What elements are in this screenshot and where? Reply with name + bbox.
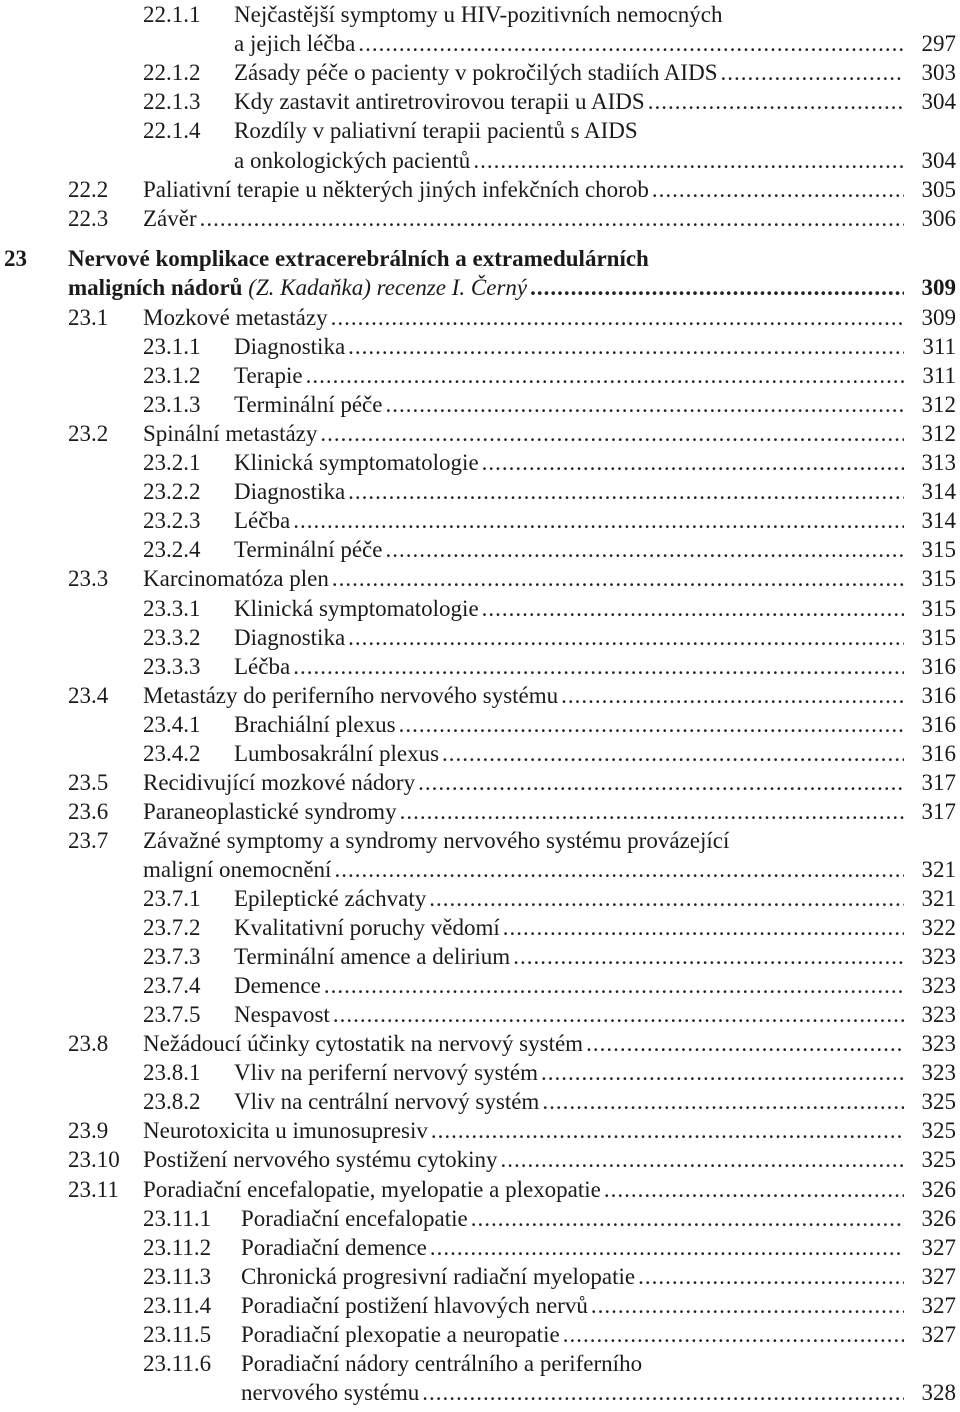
toc-entry[interactable] [0,681,960,710]
toc-entry-text: Brachiální plexus [234,711,396,737]
toc-entry-title [234,58,956,87]
toc-entry-title [143,855,956,884]
toc-entry-title [143,1116,956,1145]
toc-entry-number: 23.8.2 [143,1089,201,1115]
toc-entry-text: Terminální amence a delirium [234,944,511,970]
toc-entry[interactable] [0,116,960,145]
toc-entry-title [143,797,956,826]
toc-entry-number: 23.5 [68,769,109,795]
toc-entry-title [234,506,956,535]
toc-entry-text: Poradiační plexopatie a neuropatie [241,1321,560,1347]
toc-entry-title [234,535,956,564]
toc-entry[interactable] [0,146,960,175]
toc-entry-number: 22.2 [68,176,109,202]
dot-leader [604,1175,904,1204]
toc-entry-page-number: 323 [921,1060,956,1086]
toc-entry-number: 23.4.1 [143,711,201,737]
toc-entry-page-number: 304 [921,89,956,115]
toc-entry-page-number: 297 [921,31,956,57]
dot-leader [473,146,904,175]
toc-entry-title [234,29,956,58]
toc-entry-text: a onkologických pacientů [234,147,471,173]
toc-entry-title [234,652,956,681]
toc-entry-text: Diagnostika [234,479,346,505]
toc-entry[interactable] [0,1349,960,1378]
toc-entry-title [241,1262,956,1291]
toc-entry-title [234,710,956,739]
toc-entry-title [234,623,956,652]
toc-entry-title [241,1349,956,1378]
toc-entry[interactable] [0,942,960,971]
toc-entry-title [234,146,956,175]
toc-entry-number: 23.11.4 [143,1292,212,1318]
toc-entry-page-number: 309 [921,305,956,330]
dot-leader [348,477,904,506]
dot-leader [530,273,904,302]
dot-leader [482,448,904,477]
toc-entry-page-number: 326 [921,1176,956,1202]
toc-entry[interactable] [0,535,960,564]
toc-entry[interactable] [0,1233,960,1262]
toc-entry-title [234,332,956,361]
toc-entry-text: Závěr [143,205,197,231]
toc-entry[interactable] [0,739,960,768]
toc-entry-title [241,1291,956,1320]
toc-entry-title [234,116,956,145]
dot-leader [542,1087,904,1116]
toc-entry-number: 23.1.1 [143,334,201,360]
toc-entry-number: 23 [4,246,27,271]
toc-entry-title [234,594,956,623]
toc-entry[interactable] [0,1320,960,1349]
toc-entry-text: Nespavost [234,1002,330,1028]
dot-leader [348,332,904,361]
toc-entry-text: Poradiační postižení hlavových nervů [241,1292,588,1318]
toc-entry-title [143,826,956,855]
toc-entry-title [234,448,956,477]
toc-entry-page-number: 325 [921,1118,956,1144]
dot-leader [400,797,904,826]
dot-leader [638,1262,904,1291]
toc-entry[interactable] [0,1378,960,1407]
toc-entry-page-number: 311 [922,334,956,360]
toc-entry-text: Závažné symptomy a syndromy nervového systému provázející [143,827,730,853]
toc-entry-text: maligních nádorů (Z. Kadaňka) recenze I. Černý [68,275,528,300]
toc-entry-number: 23.11 [68,1176,119,1202]
toc-entry-page-number: 314 [921,508,956,534]
toc-entry-page-number: 321 [921,886,956,911]
toc-entry-text: Poradiační demence [241,1234,427,1260]
toc-entry[interactable] [0,244,960,273]
toc-entry[interactable] [0,710,960,739]
dot-leader [652,175,904,204]
dot-leader [503,913,904,942]
toc-entry[interactable] [0,797,960,826]
toc-entry-number: 23.8.1 [143,1060,201,1086]
toc-entry-text: Kdy zastavit antiretrovirovou terapii u AIDS [234,89,645,115]
toc-entry[interactable] [0,448,960,477]
dot-leader [293,652,904,681]
toc-entry-number: 23.3.2 [143,624,201,650]
toc-entry-page-number: 327 [921,1321,956,1347]
toc-entry-page-number: 325 [921,1089,956,1115]
toc-entry-text: Kvalitativní poruchy vědomí [234,915,500,941]
dot-leader [293,506,904,535]
toc-entry[interactable] [0,58,960,87]
toc-entry-number: 23.6 [68,798,109,824]
toc-entry-page-number: 317 [921,798,956,824]
toc-entry-text: Klinická symptomatologie [234,450,479,476]
toc-entry-title [143,681,956,710]
toc-entry-text: Nervové komplikace extracerebrálních a extramedulárních [68,246,649,271]
toc-entry-number: 23.11.2 [143,1234,212,1260]
toc-entry[interactable] [0,768,960,797]
toc-entry-text: Diagnostika [234,624,346,650]
toc-entry-title [234,739,956,768]
toc-entry-title [143,564,956,593]
toc-entry-number: 23.2.4 [143,537,201,563]
dot-leader [586,1029,904,1058]
toc-entry-page-number: 327 [921,1292,956,1318]
toc-entry[interactable] [0,29,960,58]
toc-entry-page-number: 323 [921,1031,956,1057]
toc-entry-text: Demence [234,973,321,999]
toc-entry-number: 23.4 [68,682,109,708]
toc-entry-title [234,884,956,913]
toc-entry-number: 23.7.5 [143,1002,201,1028]
dot-leader [385,390,904,419]
toc-entry[interactable] [0,1145,960,1174]
dot-leader [320,419,904,448]
toc-entry-number: 23.10 [68,1147,120,1173]
toc-entry-page-number: 327 [921,1263,956,1289]
dot-leader [334,855,904,884]
toc-entry-text: Poradiační nádory centrálního a periferního [241,1350,643,1376]
toc-entry-text: Diagnostika [234,334,346,360]
toc-entry[interactable] [0,390,960,419]
dot-leader [591,1291,904,1320]
toc-entry-text: Recidivující mozkové nádory [143,769,416,795]
toc-entry[interactable] [0,1087,960,1116]
toc-entry[interactable] [0,87,960,116]
toc-entry-text: Terapie [234,363,303,389]
toc-entry-page-number: 315 [921,595,956,621]
toc-entry-page-number: 323 [921,1002,956,1028]
toc-entry-page-number: 304 [921,147,956,173]
toc-entry-page-number: 303 [921,60,956,86]
toc-entry[interactable] [0,564,960,593]
toc-entry-number: 23.2.1 [143,450,201,476]
dot-leader [332,564,904,593]
toc-entry-number: 23.11.3 [143,1263,212,1289]
toc-entry-number: 23.1.2 [143,363,201,389]
dot-leader [399,710,904,739]
dot-leader [418,768,904,797]
toc-entry[interactable] [0,1291,960,1320]
dot-leader [541,1058,904,1087]
toc-entry-page-number: 305 [921,176,956,202]
toc-entry-number: 22.1.4 [143,118,201,144]
toc-entry-title [68,244,956,273]
toc-entry[interactable] [0,594,960,623]
toc-entry-title [241,1320,956,1349]
toc-entry-text: Metastázy do periferního nervového systému [143,682,559,708]
toc-entry-title [143,175,956,204]
toc-entry-page-number: 317 [921,769,956,795]
toc-entry-text: Paraneoplastické syndromy [143,798,397,824]
toc-entry-number: 23.7.3 [143,944,201,970]
toc-entry-text: Epileptické záchvaty [234,886,427,911]
toc-entry[interactable] [0,361,960,390]
toc-entry-authors: (Z. Kadaňka) recenze I. Černý [242,275,528,300]
toc-entry-title [234,1000,956,1029]
toc-entry-page-number: 315 [921,537,956,563]
dot-leader [200,204,904,233]
toc-entry[interactable] [0,1116,960,1145]
toc-entry-text: nervového systému [241,1379,420,1405]
toc-entry-title [234,87,956,116]
toc-entry-title [234,1087,956,1116]
toc-entry[interactable] [0,884,960,913]
toc-entry-title [143,1145,956,1174]
toc-entry-text: a jejich léčba [234,31,356,57]
toc-entry[interactable] [0,506,960,535]
dot-leader [385,535,904,564]
toc-entry-text: Lumbosakrální plexus [234,740,440,766]
toc-entry-page-number: 315 [921,624,956,650]
toc-entry-text: Chronická progresivní radiační myelopatie [241,1263,636,1289]
toc-entry[interactable] [0,855,960,884]
toc-entry-title [234,361,956,390]
dot-leader [333,1000,904,1029]
toc-entry[interactable] [0,175,960,204]
toc-entry-title [143,1029,956,1058]
toc-entry-text: Paliativní terapie u některých jiných infekčních chorob [143,176,649,202]
dot-leader [331,303,904,332]
toc-entry-text: Poradiační encefalopatie [241,1205,468,1231]
toc-entry-page-number: 323 [921,944,956,970]
toc-entry-title [143,303,956,332]
toc-entry-text: Terminální péče [234,392,383,418]
dot-leader [721,58,905,87]
toc-entry-text: Terminální péče [234,537,383,563]
toc-entry-page-number: 316 [921,711,956,737]
toc-entry-title [234,1058,956,1087]
toc-entry-title [234,971,956,1000]
toc-entry-page-number: 325 [921,1147,956,1173]
toc-entry[interactable] [0,1204,960,1233]
dot-leader [561,681,904,710]
dot-leader [430,1233,904,1262]
toc-entry-number: 22.1.3 [143,89,201,115]
toc-entry[interactable] [0,1029,960,1058]
toc-entry-text: Zásady péče o pacienty v pokročilých stadiích AIDS [234,60,718,86]
toc-entry-number: 22.1.2 [143,60,201,86]
toc-entry[interactable] [0,477,960,506]
dot-leader [442,739,904,768]
toc-entry-page-number: 323 [921,973,956,999]
toc-entry-text: maligní onemocnění [143,856,332,882]
toc-entry-text: Poradiační encefalopatie, myelopatie a plexopatie [143,1176,601,1202]
toc-entry-text: Klinická symptomatologie [234,595,479,621]
toc-entry-page-number: 316 [921,682,956,708]
toc-entry-title [143,1175,956,1204]
dot-leader [324,971,904,1000]
toc-entry-page-number: 316 [921,653,956,679]
toc-entry[interactable] [0,971,960,1000]
toc-entry-text: Karcinomatóza plen [143,566,329,592]
toc-entry-title [234,390,956,419]
toc-entry-page-number: 321 [921,856,956,882]
toc-entry-text: Nejčastější symptomy u HIV-pozitivních nemocných [234,2,723,27]
toc-entry-page-number: 328 [921,1379,956,1405]
dot-leader [429,884,904,913]
toc-entry[interactable] [0,419,960,448]
toc-entry[interactable] [0,1000,960,1029]
toc-entry-number: 23.11.1 [143,1205,212,1231]
toc-entry-page-number: 327 [921,1234,956,1260]
toc-entry-text: Spinální metastázy [143,421,318,447]
toc-entry[interactable] [0,204,960,233]
dot-leader [431,1116,904,1145]
toc-entry-page-number: 312 [921,421,956,447]
dot-leader [422,1378,904,1407]
toc-entry-page-number: 306 [921,205,956,231]
toc-entry[interactable] [0,652,960,681]
toc-entry-number: 23.11.5 [143,1321,212,1347]
toc-entry[interactable] [0,303,960,332]
toc-entry-text: Vliv na centrální nervový systém [234,1089,540,1115]
toc-entry-number: 23.2 [68,421,109,447]
toc-entry-number: 23.7 [68,827,109,853]
toc-entry-number: 23.4.2 [143,740,201,766]
toc-entry[interactable] [0,332,960,361]
toc-entry-number: 23.9 [68,1118,109,1144]
toc-entry[interactable] [0,623,960,652]
toc-entry-title [143,419,956,448]
toc-entry-page-number: 326 [921,1205,956,1231]
toc-entry-number: 23.1 [68,305,109,330]
toc-entry-number: 22.1.1 [143,2,201,27]
toc-entry-number: 23.2.2 [143,479,201,505]
toc-entry-number: 23.3.3 [143,653,201,679]
toc-entry-title [241,1378,956,1407]
toc-entry-number: 23.3 [68,566,109,592]
dot-leader [358,29,904,58]
dot-leader [482,594,904,623]
toc-entry[interactable] [0,273,960,302]
toc-entry[interactable] [0,1262,960,1291]
toc-entry-page-number: 315 [921,566,956,592]
toc-entry-page-number: 312 [921,392,956,418]
toc-entry-number: 23.11.6 [143,1350,212,1376]
toc-entry-page-number: 309 [921,275,956,300]
toc-entry-title [68,273,956,302]
toc-entry-number: 23.7.1 [143,886,201,911]
toc-entry[interactable] [0,1058,960,1087]
toc-entry-title [143,768,956,797]
toc-entry-title [241,1204,956,1233]
toc-entry-number: 23.7.4 [143,973,201,999]
toc-entry-text: Vliv na periferní nervový systém [234,1060,539,1086]
toc-entry-text: Rozdíly v paliativní terapii pacientů s AIDS [234,118,638,144]
toc-entry-page-number: 316 [921,740,956,766]
dot-leader [648,87,904,116]
dot-leader [513,942,904,971]
toc-entry-number: 23.2.3 [143,508,201,534]
toc-entry-page-number: 314 [921,479,956,505]
toc-entry-number: 22.3 [68,205,109,231]
toc-entry[interactable] [0,0,960,29]
toc-entry-number: 23.7.2 [143,915,201,941]
toc-entry[interactable] [0,826,960,855]
dot-leader [501,1145,904,1174]
toc-entry-page-number: 311 [922,363,956,389]
dot-leader [471,1204,904,1233]
toc-entry-title [234,0,956,29]
dot-leader [348,623,904,652]
toc-entry-text: Léčba [234,653,291,679]
toc-entry-page-number: 313 [921,450,956,476]
toc-entry-title [241,1233,956,1262]
toc-entry-number: 23.8 [68,1031,109,1057]
toc-entry-text: Léčba [234,508,291,534]
toc-entry-title [234,477,956,506]
dot-leader [306,361,904,390]
toc-entry-number: 23.3.1 [143,595,201,621]
toc-entry-title [143,204,956,233]
toc-entry-title [234,913,956,942]
toc-entry-text: Postižení nervového systému cytokiny [143,1147,498,1173]
toc-entry-text: Mozkové metastázy [143,305,328,330]
dot-leader [563,1320,904,1349]
toc-entry-text: Nežádoucí účinky cytostatik na nervový systém [143,1031,584,1057]
toc-entry-title [234,942,956,971]
toc-entry-page-number: 322 [921,915,956,941]
toc-entry-number: 23.1.3 [143,392,201,418]
toc-entry[interactable] [0,1175,960,1204]
toc-entry-text: Neurotoxicita u imunosupresiv [143,1118,428,1144]
toc-entry[interactable] [0,913,960,942]
